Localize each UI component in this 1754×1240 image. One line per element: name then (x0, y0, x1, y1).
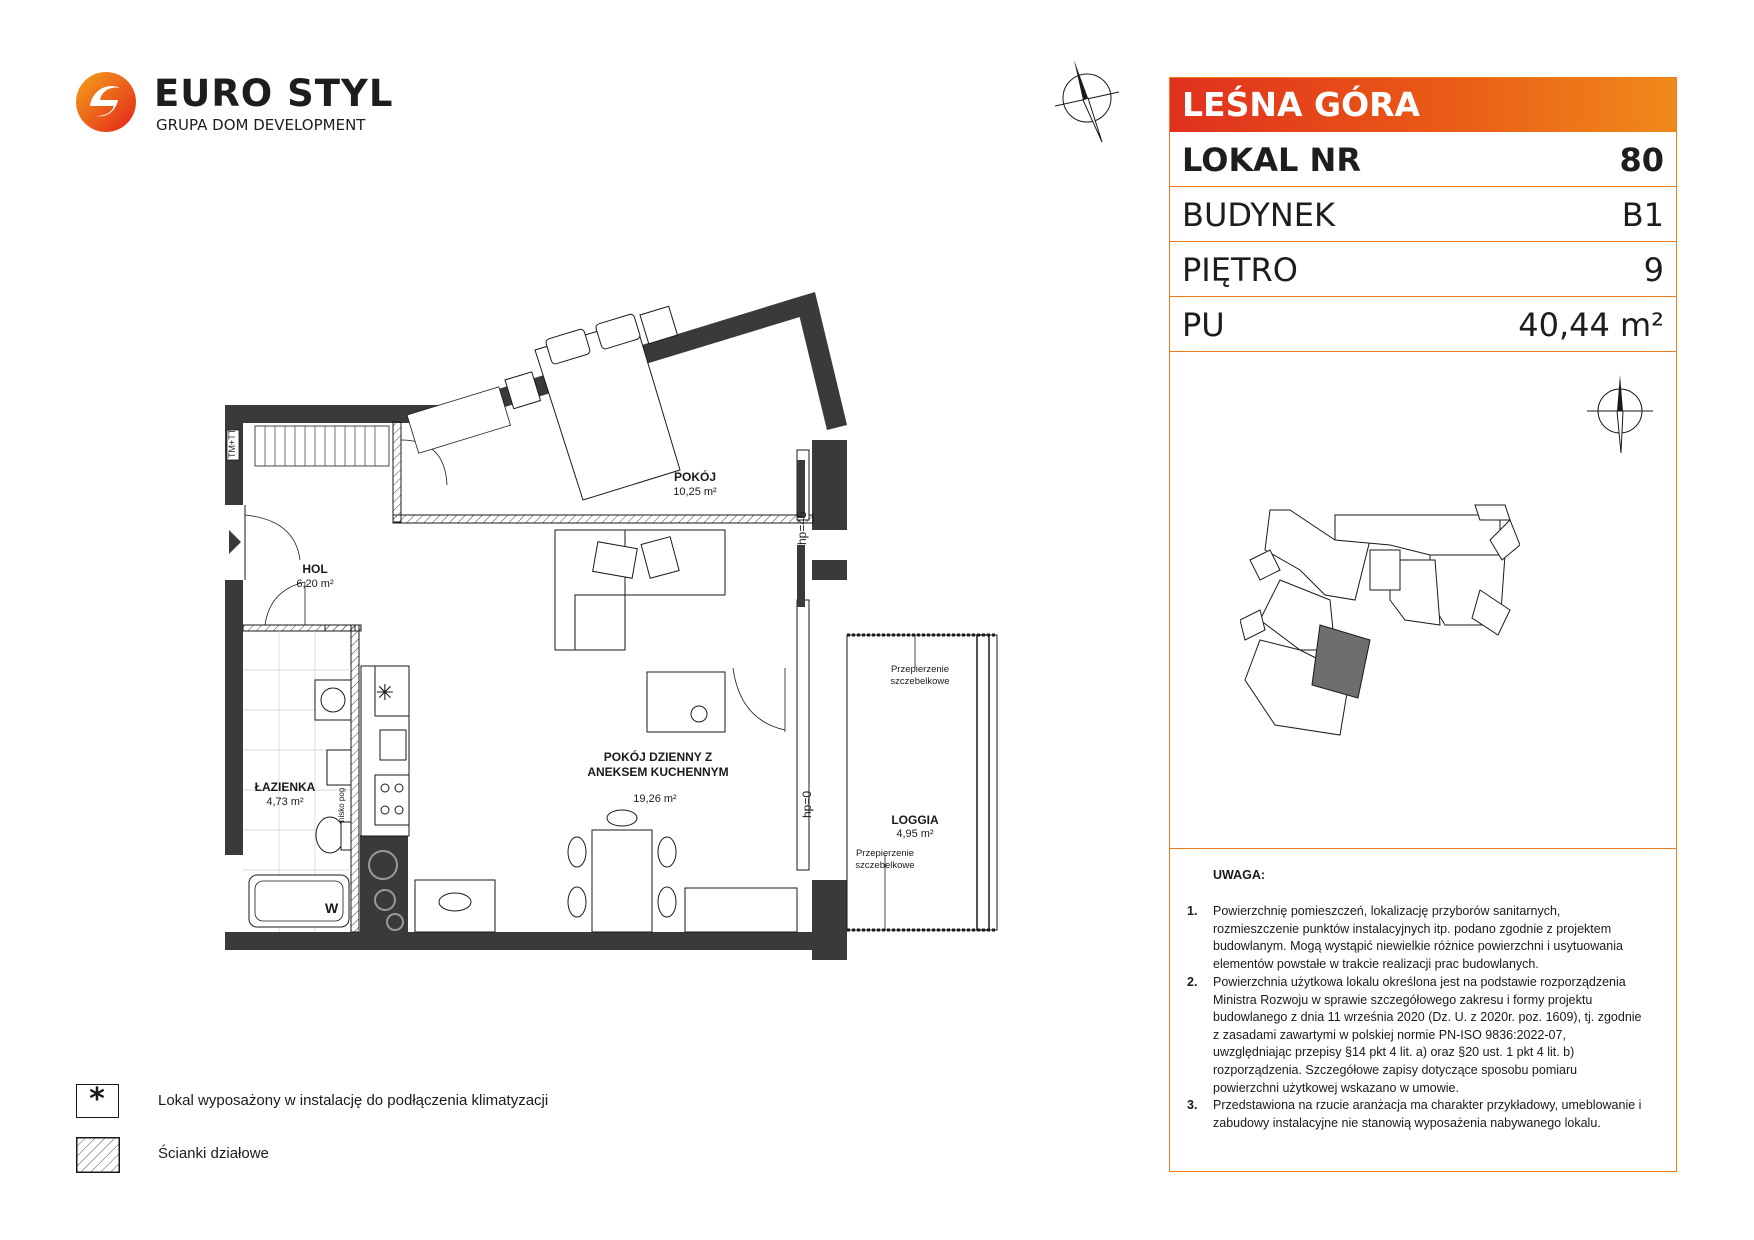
row-lokal-value: 80 (1619, 141, 1664, 179)
note-2-number: 2. (1187, 975, 1198, 989)
note-2-text: Powierzchnia użytkowa lokalu określona jest na podstawie rozporządzenia Ministra Rozwoju w sprawie szczegółowego zakresu i formy projektu budowlanego z dnia 11 września 2020 (Dz. U. z 2020r. poz. 1609), tj. zgodnie z zasadami zawartymi w polskiej normie PN-ISO 9836:2022-07, uwzględniając przepisy §14 pkt 4 lit. a) oraz §20 ust. 1 pkt 4 lit. b) rozporządzenia. Szczegółowe zapisy dotyczące sposobu pomiaru powierzchni użytkowej wskazano w umowie. (1213, 975, 1642, 1095)
row-lokal (1170, 132, 1676, 187)
legend-ac-text: Lokal wyposażony w instalację do podłączenia klimatyzacji (158, 1092, 549, 1109)
row-budynek (1170, 187, 1676, 242)
row-lokal-label: LOKAL NR (1182, 141, 1361, 179)
building-location-diagram (1240, 500, 1520, 740)
room-lazienka-name: ŁAZIENKA (254, 780, 316, 794)
room-loggia-name: LOGGIA (891, 813, 939, 827)
row-budynek-label: BUDYNEK (1182, 196, 1335, 234)
note-3-number: 3. (1187, 1098, 1198, 1112)
room-pokoj-name: POKÓJ (673, 470, 716, 484)
room-loggia-area: 4,95 m² (896, 828, 934, 840)
partition-note-bottom-line1: Przepierzenie (855, 848, 915, 859)
tm-tt-label: TM+TT (227, 428, 237, 458)
row-budynek-value: B1 (1621, 196, 1664, 234)
room-hol-name: HOL (302, 562, 328, 576)
brand-name: EURO STYL (154, 72, 394, 115)
euro-styl-logo-icon (74, 70, 138, 134)
partition-note-bottom-line2: szczebelkowe (855, 860, 915, 871)
notes-divider (1169, 848, 1677, 849)
note-3-text: Przedstawiona na rzucie aranżacja ma charakter przykładowy, umeblowanie i zabudowy instalacyjne nie stanowią wyposażenia nabywanego lokalu. (1213, 1098, 1642, 1130)
row-pu-label: PU (1182, 306, 1225, 344)
room-dzienny-area: 19,26 m² (633, 793, 677, 805)
legend-ac-icon (76, 1084, 119, 1118)
room-hol-area: 6,20 m² (296, 578, 334, 590)
svg-text:✳: ✳ (375, 681, 395, 706)
row-pu (1170, 297, 1676, 352)
asterisk-icon: * (89, 1082, 105, 1117)
row-pietro (1170, 242, 1676, 297)
brand-logo (74, 70, 394, 140)
north-arrow-icon (1050, 58, 1124, 148)
notes-title: UWAGA: (1213, 868, 1266, 882)
legend-hatch-icon (76, 1137, 120, 1173)
note-1-number: 1. (1187, 904, 1198, 918)
panel-header (1170, 78, 1676, 132)
floor-plan (215, 290, 1005, 970)
room-dzienny-name-line1: POKÓJ DZIENNY Z (603, 750, 713, 764)
room-pokoj-area: 10,25 m² (673, 486, 717, 498)
highlighted-unit (1312, 625, 1370, 698)
hp45-label: hp=45 (795, 511, 809, 545)
partition-note-top-line1: Przepierzenie (890, 664, 950, 675)
legend-walls-text: Ścianki działowe (158, 1145, 269, 1162)
room-lazienka-area: 4,73 m² (266, 796, 304, 808)
hp0-label: hp=0 (800, 790, 814, 818)
investment-title: LEŚNA GÓRA (1182, 85, 1421, 124)
nisko-pog-label: nisko pog (337, 787, 346, 822)
row-pietro-label: PIĘTRO (1182, 251, 1298, 289)
w-label: W (325, 900, 339, 916)
north-arrow-panel-icon (1585, 375, 1655, 455)
brand-subtitle: GRUPA DOM DEVELOPMENT (156, 116, 366, 134)
partition-note-top-line2: szczebelkowe (890, 676, 950, 687)
room-dzienny-name-line2: ANEKSEM KUCHENNYM (587, 765, 729, 779)
row-pu-value: 40,44 m² (1518, 306, 1664, 344)
row-pietro-value: 9 (1643, 251, 1664, 289)
note-1-text: Powierzchnię pomieszczeń, lokalizację przyborów sanitarnych, rozmieszczenie punktów instalacyjnych itp. podano zgodnie z projektem budowlanym. Mogą wystąpić niewielkie różnice powierzchni i usytuowania elementów powstałe w trakcie realizacji prac budowlanych. (1213, 904, 1623, 971)
